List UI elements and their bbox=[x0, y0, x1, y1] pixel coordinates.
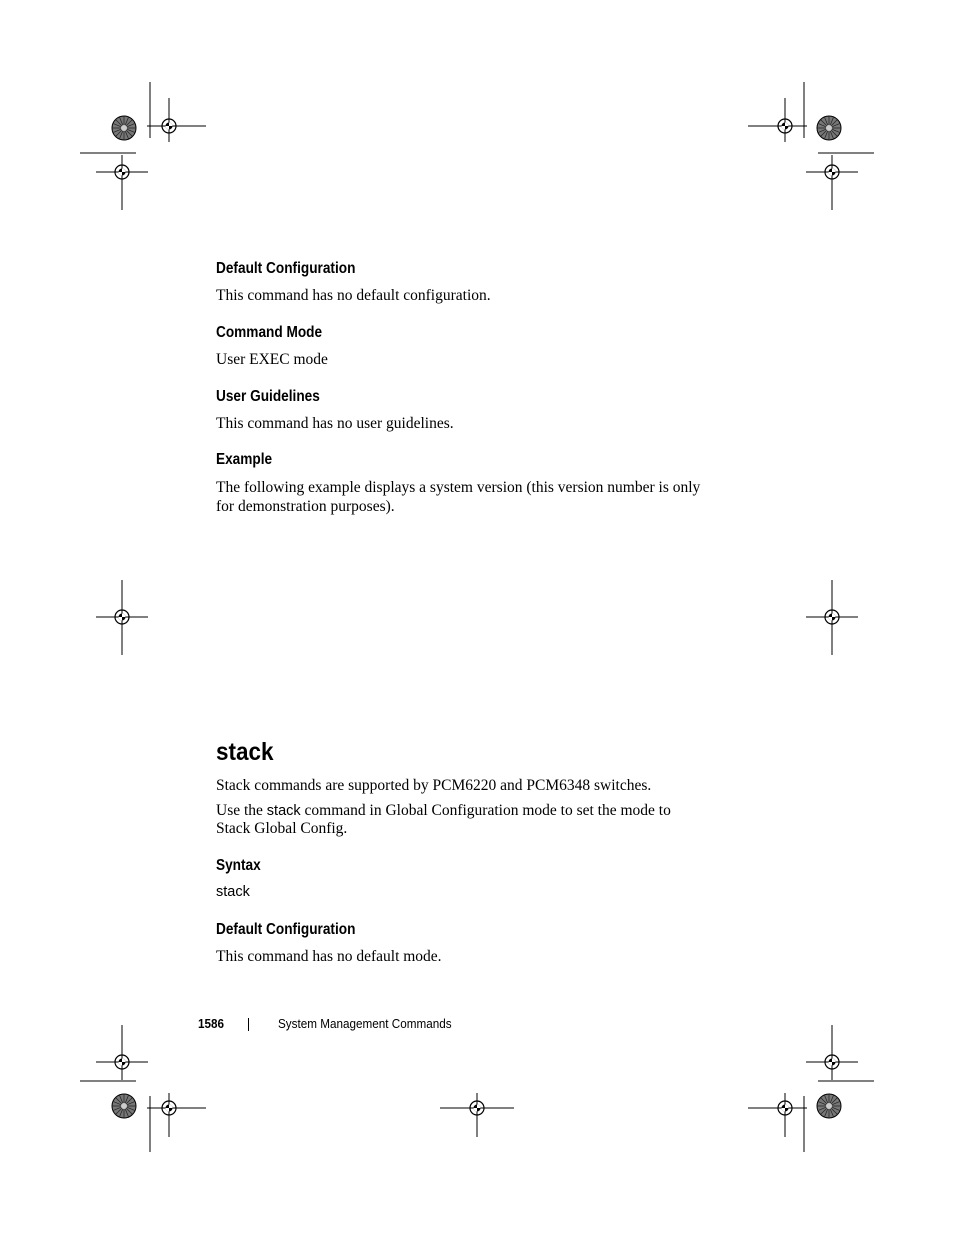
stack-usage-suffix: command in Global Configuration mode to set the mode to bbox=[300, 802, 671, 819]
crop-mark-bottom-center bbox=[440, 1093, 514, 1137]
page-number: 1586 bbox=[198, 1016, 225, 1031]
default-configuration-2-text: This command has no default mode. bbox=[216, 948, 442, 965]
default-configuration-text: This command has no default configuration. bbox=[216, 287, 491, 304]
heading-example: Example bbox=[216, 451, 273, 468]
crop-mark-middle-right bbox=[806, 580, 858, 655]
command-title-stack: stack bbox=[216, 738, 274, 766]
heading-syntax: Syntax bbox=[216, 857, 261, 874]
footer-chapter-title: System Management Commands bbox=[278, 1016, 452, 1031]
heading-user-guidelines: User Guidelines bbox=[216, 388, 320, 405]
stack-usage-prefix: Use the bbox=[216, 802, 267, 819]
command-mode-text: User EXEC mode bbox=[216, 351, 328, 368]
syntax-code: stack bbox=[216, 884, 250, 900]
heading-default-configuration-2: Default Configuration bbox=[216, 921, 356, 938]
crop-mark-top-right bbox=[748, 82, 874, 210]
footer-separator bbox=[248, 1018, 249, 1031]
crop-mark-bottom-left bbox=[80, 1025, 206, 1152]
heading-command-mode: Command Mode bbox=[216, 324, 323, 341]
stack-intro-text: Stack commands are supported by PCM6220 and PCM6348 switches. bbox=[216, 777, 652, 794]
stack-usage-line-2: Stack Global Config. bbox=[216, 820, 348, 837]
heading-default-configuration: Default Configuration bbox=[216, 260, 356, 277]
crop-mark-top-left bbox=[80, 82, 206, 210]
stack-usage-line-1 bbox=[216, 801, 671, 821]
example-text-line-2: for demonstration purposes). bbox=[216, 498, 395, 515]
stack-keyword: stack bbox=[266, 803, 301, 819]
user-guidelines-text: This command has no user guidelines. bbox=[216, 415, 454, 432]
crop-mark-bottom-right bbox=[748, 1025, 874, 1152]
crop-mark-middle-left bbox=[96, 580, 148, 655]
example-text-line-1: The following example displays a system version (this version number is only bbox=[216, 479, 701, 496]
